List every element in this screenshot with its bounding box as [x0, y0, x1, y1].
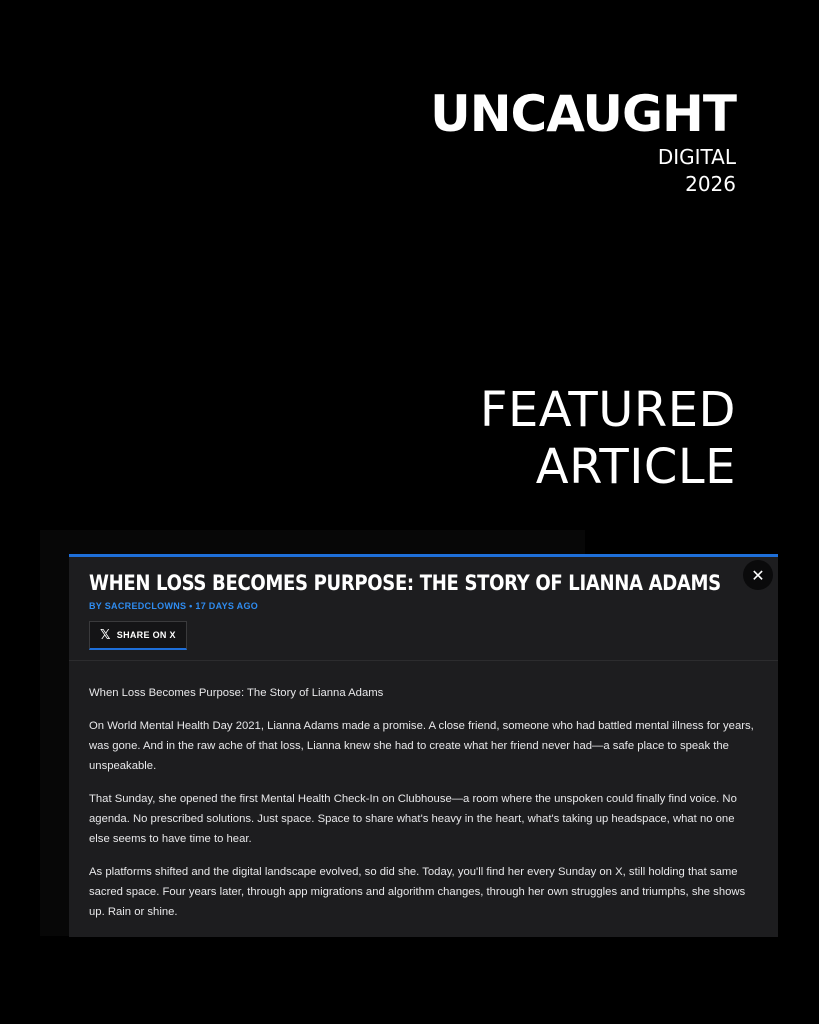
article-body	[69, 661, 778, 922]
share-on-x-button[interactable]	[89, 621, 187, 650]
featured-line-2: ARTICLE	[535, 439, 736, 495]
brand-subtitle: DIGITAL	[657, 145, 736, 169]
modal-header	[69, 557, 778, 661]
article-paragraph: On World Mental Health Day 2021, Lianna Adams made a promise. A close friend, someone who had battled mental illness for years, was gone. And in the raw ache of that loss, Lianna knew she had to create what her friend never had—a safe place to speak the unspeakable.	[89, 720, 754, 772]
article-modal	[69, 554, 778, 937]
featured-line-1: FEATURED	[479, 382, 736, 438]
article-paragraph: When Loss Becomes Purpose: The Story of Lianna Adams	[89, 687, 384, 699]
article-paragraph: That Sunday, she opened the first Mental Health Check-In on Clubhouse—a room where the unspoken could finally find voice. No agenda. No prescribed solutions. Just space. Space to share what's heavy in the heart, what's taking up headspace, what no one else seems to have time to hear.	[89, 793, 737, 845]
x-logo-icon: 𝕏	[100, 627, 111, 643]
featured-article-heading	[480, 382, 736, 496]
article-byline[interactable]: BY SACREDCLOWNS • 17 DAYS AGO	[89, 601, 259, 611]
brand-title: UNCAUGHT	[430, 85, 736, 143]
close-icon[interactable]: ✕	[743, 560, 773, 590]
brand-block	[430, 84, 736, 198]
brand-year: 2026	[685, 172, 736, 196]
share-button-label: SHARE ON X	[116, 630, 176, 640]
article-title: WHEN LOSS BECOMES PURPOSE: THE STORY OF LIANNA ADAMS	[89, 571, 721, 595]
article-paragraph: As platforms shifted and the digital landscape evolved, so did she. Today, you'll find her every Sunday on X, still holding that same sacred space. Four years later, through app migrations and algorithm changes, through her own struggles and triumphs, she shows up. Rain or shine.	[89, 866, 746, 918]
